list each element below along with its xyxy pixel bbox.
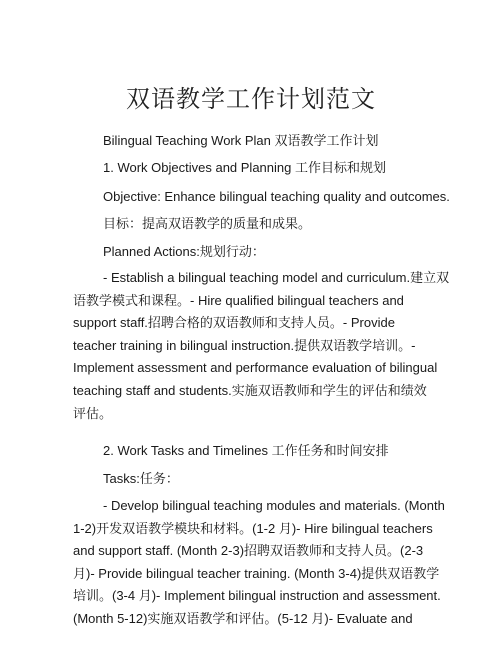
document-title: 双语教学工作计划范文	[126, 85, 376, 113]
planned-actions-paragraph	[73, 267, 450, 425]
paragraph-line: Implement assessment and performance evaluation of bilingual	[73, 360, 438, 376]
paragraph-line: 语教学模式和课程。- Hire qualified bilingual teachers and	[73, 292, 404, 308]
paragraph-line: support staff.招聘合格的双语教师和支持人员。- Provide	[73, 315, 395, 331]
paragraph-line: 月)- Provide bilingual teacher training. (Month 3-4)提供双语教学	[73, 565, 440, 581]
paragraph-line: (Month 5-12)实施双语教学和评估。(5-12 月)- Evaluate and	[73, 610, 413, 626]
paragraph-line: - Establish a bilingual teaching model and curriculum.建立双	[103, 270, 450, 285]
objective-english: Objective: Enhance bilingual teaching quality and outcomes.	[103, 189, 450, 204]
paragraph-line: 1-2)开发双语教学模块和材料。(1-2 月)- Hire bilingual teachers	[73, 520, 433, 536]
paragraph-line: and support staff. (Month 2-3)招聘双语教师和支持人员。(2-3	[73, 543, 424, 559]
planned-actions-label: Planned Actions:规划行动：	[103, 244, 265, 259]
paragraph-line: teaching staff and students.实施双语教师和学生的评估和绩效	[73, 382, 427, 398]
objective-chinese: 目标：提高双语教学的质量和成果。	[103, 216, 312, 231]
tasks-label: Tasks:任务：	[103, 471, 179, 486]
section-1-heading: 1. Work Objectives and Planning 工作目标和规划	[103, 160, 386, 175]
paragraph-line: 评估。	[73, 405, 113, 421]
paragraph-line: - Develop bilingual teaching modules and materials. (Month	[103, 498, 445, 513]
paragraph-line: teacher training in bilingual instruction.提供双语教学培训。-	[73, 337, 416, 353]
tasks-paragraph	[73, 495, 445, 631]
section-2-heading: 2. Work Tasks and Timelines 工作任务和时间安排	[103, 443, 389, 458]
document-subtitle: Bilingual Teaching Work Plan 双语教学工作计划	[103, 133, 379, 148]
paragraph-line: 培训。(3-4 月)- Implement bilingual instruction and assessment.	[73, 588, 441, 604]
